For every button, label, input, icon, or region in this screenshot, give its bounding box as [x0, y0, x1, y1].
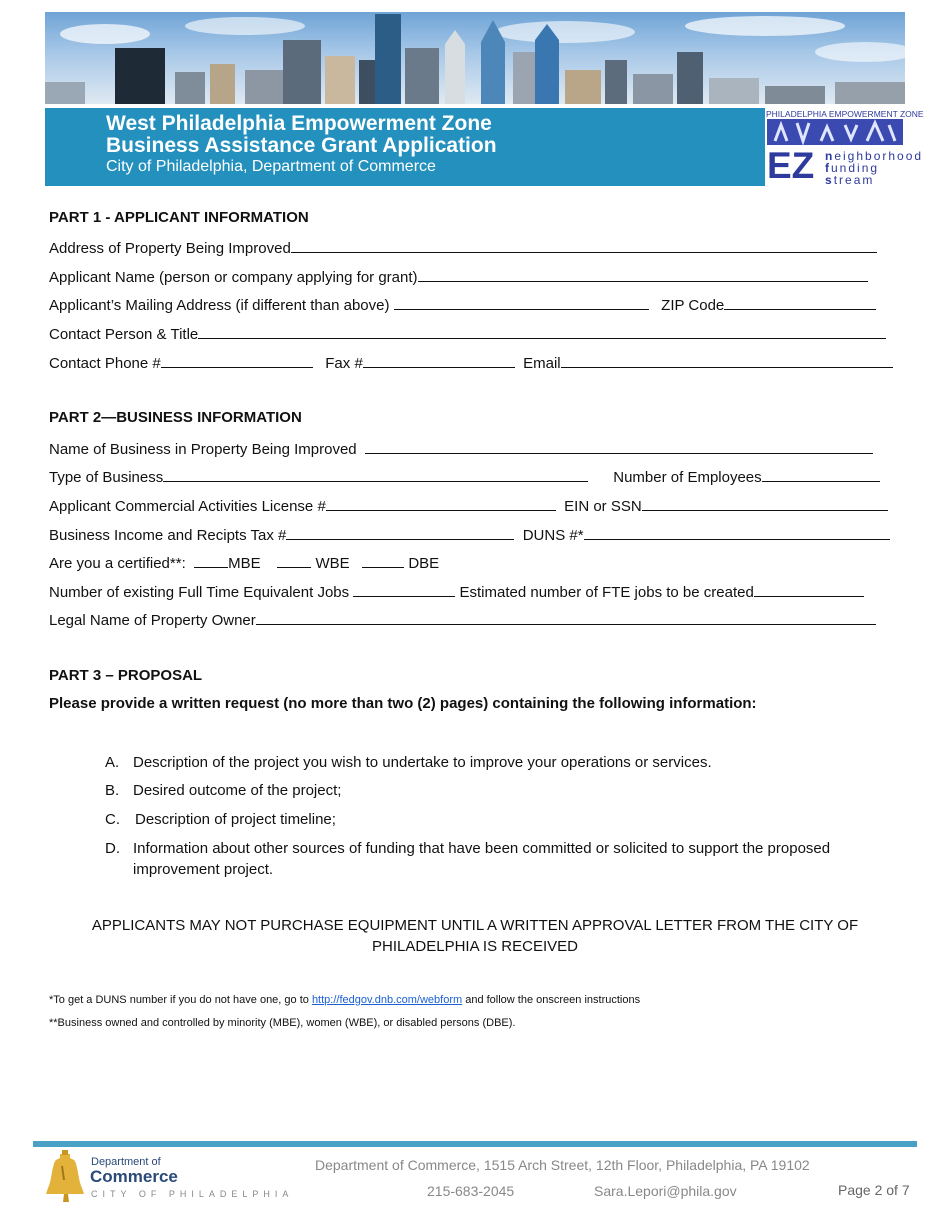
- title-banner: [45, 108, 765, 186]
- property-address-label: Address of Property Being Improved: [49, 240, 291, 257]
- mailing-address-field[interactable]: [394, 295, 649, 310]
- ez-logo-word-1: neighborhood: [825, 149, 924, 163]
- email-field[interactable]: [561, 353, 893, 368]
- mbe-field[interactable]: [194, 553, 228, 568]
- list-letter-c: C.: [105, 811, 120, 828]
- mbe-label: MBE: [228, 555, 261, 572]
- fte-existing-label: Number of existing Full Time Equivalent Jobs: [49, 584, 354, 601]
- footer-address: Department of Commerce, 1515 Arch Street, 12th Floor, Philadelphia, PA 19102: [315, 1157, 810, 1173]
- dept-label-big: Commerce: [90, 1167, 178, 1186]
- part2-heading: PART 2—BUSINESS INFORMATION: [49, 409, 302, 426]
- contact-person-label: Contact Person & Title: [49, 326, 199, 343]
- footer-phone: 215-683-2045: [427, 1183, 515, 1199]
- employees-label: Number of Employees: [613, 469, 762, 486]
- ein-field[interactable]: [642, 496, 888, 511]
- list-text-a: Description of the project you wish to undertake to improve your operations or services.: [133, 754, 712, 771]
- footnote-duns-after: and follow the onscreen instructions: [462, 994, 641, 1006]
- zip-field[interactable]: [724, 295, 876, 310]
- applicant-name-label: Applicant Name (person or company applying for grant): [49, 269, 418, 286]
- tax-field[interactable]: [286, 525, 514, 540]
- subtitle: City of Philadelphia, Department of Commerce: [106, 158, 436, 175]
- dept-label-small: Department of: [91, 1156, 161, 1168]
- duns-label: DUNS #*: [522, 527, 584, 544]
- ez-logo-figures-icon: [767, 119, 903, 145]
- fax-field[interactable]: [363, 353, 515, 368]
- email-label: Email: [523, 355, 561, 372]
- owner-row: [49, 610, 876, 630]
- business-name-label: Name of Business in Property Being Improved: [49, 441, 361, 458]
- owner-label: Legal Name of Property Owner: [49, 612, 256, 629]
- page-number: Page 2 of 7: [838, 1182, 910, 1198]
- ez-logo-top-text: PHILADELPHIA EMPOWERMENT ZONE: [766, 109, 924, 119]
- duns-webform-link[interactable]: http://fedgov.dnb.com/webform: [311, 994, 463, 1006]
- ez-logo-word-2: funding: [825, 161, 880, 175]
- fte-created-label: Estimated number of FTE jobs to be created: [459, 584, 754, 601]
- list-text-d: Information about other sources of funding that have been committed or solicited to support the proposed improvement project.: [133, 840, 831, 878]
- list-text-b: Desired outcome of the project;: [133, 782, 342, 799]
- owner-field[interactable]: [256, 610, 876, 625]
- skyline-illustration: [45, 12, 905, 104]
- fax-label: Fax #: [325, 355, 363, 372]
- liberty-bell-icon: [42, 1150, 88, 1202]
- ez-logo-letters: EZ: [767, 145, 815, 186]
- applicant-name-row: [49, 267, 868, 287]
- ez-logo: [765, 108, 924, 187]
- list-letter-a: A.: [105, 754, 120, 771]
- employees-field[interactable]: [762, 467, 880, 482]
- part1-heading: PART 1 - APPLICANT INFORMATION: [49, 209, 309, 226]
- part3-heading: PART 3 – PROPOSAL: [49, 667, 203, 684]
- dept-label-city: CITY OF PHILADELPHIA: [91, 1189, 294, 1199]
- footer-rule: [33, 1141, 917, 1147]
- dbe-field[interactable]: [362, 553, 404, 568]
- equipment-notice: APPLICANTS MAY NOT PURCHASE EQUIPMENT UNTIL A WRITTEN APPROVAL LETTER FROM THE CITY OF PHILADELPHIA IS RECEIVED: [91, 917, 859, 955]
- applicant-name-field[interactable]: [418, 267, 868, 282]
- ein-label: EIN or SSN: [564, 498, 642, 515]
- certified-row: [49, 553, 439, 573]
- title-line-1: West Philadelphia Empowerment Zone: [106, 112, 492, 135]
- part3-instruction: Please provide a written request (no more than two (2) pages) containing the following information:: [49, 695, 757, 712]
- footnote-certification: **Business owned and controlled by minority (MBE), women (WBE), or disabled persons (DBE).: [49, 1017, 516, 1029]
- tax-label: Business Income and Recipts Tax #: [49, 527, 287, 544]
- list-letter-d: D.: [105, 840, 120, 857]
- zip-label: ZIP Code: [661, 297, 725, 314]
- property-address-field[interactable]: [291, 238, 877, 253]
- certified-label: Are you a certified**:: [49, 555, 186, 572]
- business-type-label: Type of Business: [49, 469, 164, 486]
- footnote-duns-before: *To get a DUNS number if you do not have one, go to: [49, 994, 312, 1006]
- property-address-row: [49, 238, 877, 258]
- fte-row: [49, 582, 864, 602]
- phone-label: Contact Phone #: [49, 355, 161, 372]
- wbe-field[interactable]: [277, 553, 311, 568]
- contact-person-row: [49, 324, 886, 344]
- fte-existing-field[interactable]: [353, 582, 455, 597]
- mailing-address-label: Applicant’s Mailing Address (if different than above): [49, 297, 394, 314]
- contact-phone-row: [49, 353, 893, 373]
- duns-field[interactable]: [584, 525, 890, 540]
- contact-person-field[interactable]: [198, 324, 886, 339]
- fte-created-field[interactable]: [754, 582, 864, 597]
- footnote-duns: [49, 993, 640, 1007]
- list-letter-b: B.: [105, 782, 120, 799]
- title-line-2: Business Assistance Grant Application: [106, 134, 497, 157]
- dbe-label: DBE: [408, 555, 440, 572]
- tax-row: [49, 525, 890, 545]
- phone-field[interactable]: [161, 353, 313, 368]
- header-skyline-image: [45, 12, 905, 104]
- business-type-field[interactable]: [163, 467, 588, 482]
- license-row: [49, 496, 888, 516]
- license-label: Applicant Commercial Activities License #: [49, 498, 326, 515]
- business-name-row: [49, 439, 873, 459]
- wbe-label: WBE: [315, 555, 350, 572]
- license-field[interactable]: [326, 496, 556, 511]
- business-name-field[interactable]: [365, 439, 873, 454]
- footer-email: Sara.Lepori@phila.gov: [594, 1183, 737, 1199]
- ez-logo-word-3: stream: [825, 173, 875, 187]
- list-text-c: Description of project timeline;: [135, 811, 336, 828]
- mailing-address-row: [49, 295, 876, 315]
- business-type-row: [49, 467, 880, 487]
